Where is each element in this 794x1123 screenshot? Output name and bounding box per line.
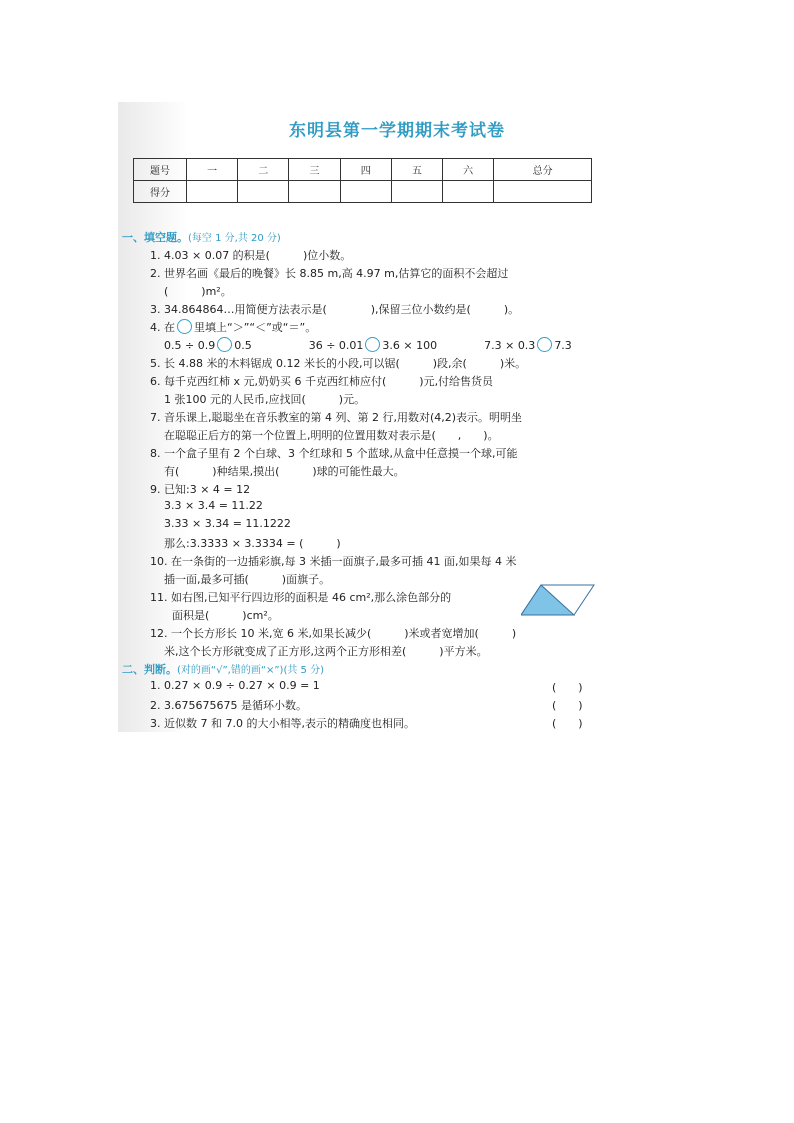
- question-4-items: [164, 337, 572, 352]
- table-cell: 三: [289, 159, 340, 181]
- question-9-line-2: 3.3 × 3.4 = 11.22: [164, 499, 263, 512]
- q4-text: 里填上“＞”“＜”或“＝”。: [194, 321, 317, 334]
- judge-3: 3. 近似数 7 和 7.0 的大小相等,表示的精确度也相同。: [150, 717, 415, 730]
- section-note: (每空 1 分,共 20 分): [188, 233, 281, 244]
- q4-text: 4. 在: [150, 321, 175, 334]
- question-6: 6. 每千克西红柿 x 元,奶奶买 6 千克西红柿应付( )元,付给售货员: [150, 375, 494, 388]
- score-input-cell[interactable]: [443, 181, 494, 203]
- score-input-cell[interactable]: [391, 181, 442, 203]
- question-12-cont: 米,这个长方形就变成了正方形,这两个正方形相差( )平方米。: [164, 645, 488, 658]
- question-2: 2. 世界名画《最后的晚餐》长 8.85 m,高 4.97 m,估算它的面积不会超过: [150, 267, 509, 280]
- question-8: 8. 一个盒子里有 2 个白球、3 个红球和 5 个蓝球,从盒中任意摸一个球,可能: [150, 447, 518, 460]
- question-7-cont: 在聪聪正后方的第一个位置上,明明的位置用数对表示是( , )。: [164, 429, 499, 442]
- score-input-cell[interactable]: [494, 181, 592, 203]
- question-4: [150, 319, 316, 335]
- score-input-cell[interactable]: [187, 181, 238, 203]
- table-cell: 五: [391, 159, 442, 181]
- answer-blank[interactable]: ( ): [552, 681, 583, 694]
- section-title: 一、填空题。: [122, 231, 188, 244]
- section-note: (对的画“√”,错的画“×”)(共 5 分): [177, 665, 324, 676]
- section-title: 二、判断。: [122, 663, 177, 676]
- q4-expr: 0.5 ÷ 0.9: [164, 339, 216, 352]
- score-table-header-row: [134, 159, 592, 181]
- compare-circle-icon[interactable]: [365, 337, 380, 352]
- parallelogram-figure: [521, 584, 595, 616]
- q4-expr: 7.3 × 0.3: [484, 339, 536, 352]
- question-10: 10. 在一条街的一边插彩旗,每 3 米插一面旗子,最多可插 41 面,如果每 4 米: [150, 555, 517, 568]
- compare-circle-icon: [177, 319, 192, 334]
- judge-2: 2. 3.675675675 是循环小数。: [150, 699, 307, 712]
- score-table-score-row: [134, 181, 592, 203]
- table-cell: 总分: [494, 159, 592, 181]
- q4-expr: 0.5: [234, 339, 252, 352]
- table-cell: 一: [187, 159, 238, 181]
- score-input-cell[interactable]: [340, 181, 391, 203]
- answer-blank[interactable]: ( ): [552, 717, 583, 730]
- table-cell: 四: [340, 159, 391, 181]
- score-input-cell[interactable]: [238, 181, 289, 203]
- question-9-line-3: 3.33 × 3.34 = 11.1222: [164, 517, 291, 530]
- question-12: 12. 一个长方形长 10 米,宽 6 米,如果长减少( )米或者宽增加( ): [150, 627, 517, 640]
- question-3: 3. 34.864864…用简便方法表示是( ),保留三位小数约是( )。: [150, 303, 520, 316]
- question-6-cont: 1 张100 元的人民币,应找回( )元。: [164, 393, 366, 406]
- section-1-heading: [122, 229, 281, 245]
- question-9-line-4: 那么:3.3333 × 3.3334 = ( ): [164, 537, 341, 550]
- q4-expr: 7.3: [554, 339, 572, 352]
- q4-expr: 3.6 × 100: [382, 339, 438, 352]
- q4-expr: 36 ÷ 0.01: [308, 339, 364, 352]
- table-cell: 得分: [134, 181, 187, 203]
- question-1: 1. 4.03 × 0.07 的积是( )位小数。: [150, 249, 352, 262]
- score-table: [133, 158, 592, 203]
- question-11-cont: 面积是( )cm²。: [172, 609, 279, 622]
- judge-1: 1. 0.27 × 0.9 ÷ 0.27 × 0.9 = 1: [150, 679, 320, 692]
- compare-circle-icon[interactable]: [537, 337, 552, 352]
- answer-blank[interactable]: ( ): [552, 699, 583, 712]
- table-cell: 题号: [134, 159, 187, 181]
- question-9: 9. 已知:3 × 4 = 12: [150, 483, 251, 496]
- question-11: 11. 如右图,已知平行四边形的面积是 46 cm²,那么涂色部分的: [150, 591, 452, 604]
- question-2-cont: ( )m²。: [164, 285, 232, 298]
- page-title: 东明县第一学期期末考试卷: [289, 121, 505, 141]
- question-10-cont: 插一面,最多可插( )面旗子。: [164, 573, 331, 586]
- score-input-cell[interactable]: [289, 181, 340, 203]
- question-8-cont: 有( )种结果,摸出( )球的可能性最大。: [164, 465, 405, 478]
- section-2-heading: [122, 661, 324, 677]
- table-cell: 六: [443, 159, 494, 181]
- compare-circle-icon[interactable]: [217, 337, 232, 352]
- question-5: 5. 长 4.88 米的木料锯成 0.12 米长的小段,可以锯( )段,余( )米。: [150, 357, 527, 370]
- question-7: 7. 音乐课上,聪聪坐在音乐教室的第 4 列、第 2 行,用数对(4,2)表示。明明坐: [150, 411, 523, 424]
- table-cell: 二: [238, 159, 289, 181]
